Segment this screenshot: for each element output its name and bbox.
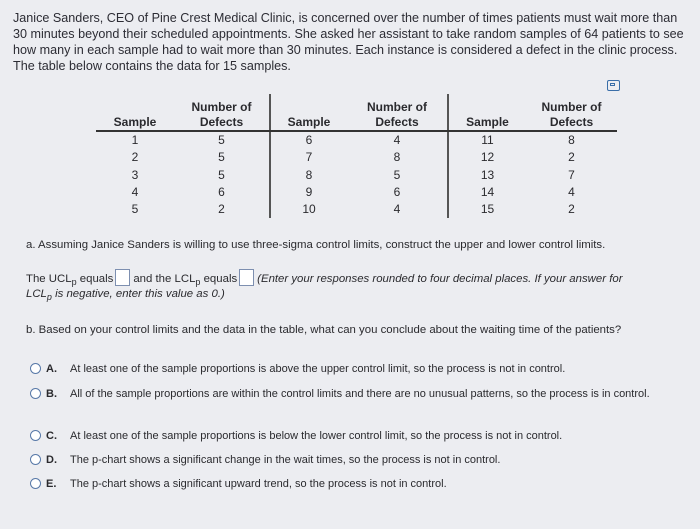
problem-line: 30 minutes beyond their scheduled appointments. She asked her assistant to take random samples of 64 patients to see (13, 27, 684, 41)
table-cell: 9 (270, 184, 347, 201)
table-cell: 2 (131, 150, 139, 165)
question-a-prompt: a. Assuming Janice Sanders is willing to use three-sigma control limits, construct the upper and lower control limits. (26, 239, 606, 251)
table-cell: 14 (448, 184, 526, 201)
table-cell: 6 (270, 131, 347, 149)
table-cell: 2 (218, 202, 225, 217)
option-text: All of the sample proportions are within the control limits and there are no unusual patterns, so the process is in control. (70, 388, 650, 400)
radio-button[interactable] (30, 363, 41, 374)
radio-button[interactable] (30, 388, 41, 399)
table-cell: 8 (270, 167, 347, 184)
table-cell: 1 (131, 133, 139, 148)
table-cell: 4 (568, 185, 575, 200)
control-limits-answer-line (26, 269, 622, 287)
table-row (96, 131, 617, 149)
lcl-answer-input[interactable] (239, 269, 254, 286)
problem-line: how many in each sample had to wait more than 30 minutes. Each instance is considered a defect in the clinic process. (13, 43, 678, 57)
radio-button[interactable] (30, 454, 41, 465)
option-letter: A. (46, 363, 57, 375)
problem-line: Janice Sanders, CEO of Pine Crest Medical Clinic, is concerned over the number of times patients must wait more than (13, 11, 678, 25)
radio-button[interactable] (30, 430, 41, 441)
copy-data-icon[interactable] (607, 80, 620, 91)
table-cell: 5 (131, 202, 139, 217)
table-cell: 7 (270, 149, 347, 166)
col-header-defects: Number of Defects (526, 94, 617, 131)
table-cell: 12 (448, 149, 526, 166)
lcl-label: and the $LCL_p$ equals (133, 273, 238, 287)
col-header-sample: Sample (448, 94, 526, 131)
problem-statement (13, 10, 699, 74)
table-cell: 4 (393, 133, 401, 148)
sample-defects-table (96, 94, 617, 218)
table-cell: 5 (218, 167, 225, 182)
col-header-sample: Sample (270, 94, 347, 131)
table-cell: 4 (393, 202, 401, 217)
ucl-answer-input[interactable] (115, 269, 130, 286)
option-letter: D. (46, 454, 57, 466)
table-cell: 6 (393, 185, 401, 200)
option-text: The p-chart shows a significant change in the wait times, so the process is not in control. (70, 454, 501, 466)
table-row (96, 149, 617, 166)
lcl-negative-hint: $LCL_p$ is negative, enter this value as 0.) (26, 288, 225, 302)
table-cell: 5 (218, 150, 225, 165)
table-cell: 13 (448, 167, 526, 184)
option-text: At least one of the sample proportions is below the lower control limit, so the process is not in control. (70, 430, 563, 442)
table-cell: 2 (568, 150, 575, 165)
table-cell: 4 (131, 185, 139, 200)
table-row (96, 167, 617, 184)
option-letter: C. (46, 430, 57, 442)
problem-line: The table below contains the data for 15 samples. (13, 59, 291, 73)
radio-button[interactable] (30, 478, 41, 489)
table-cell: 7 (568, 167, 575, 182)
table-cell: 8 (568, 133, 575, 148)
table-cell: 5 (393, 167, 401, 182)
table-cell: 3 (131, 167, 139, 182)
question-b-prompt: b. Based on your control limits and the data in the table, what can you conclude about the waiting time of the patients? (26, 324, 622, 336)
option-letter: E. (46, 478, 57, 490)
table-cell: 6 (218, 185, 225, 200)
table-row (96, 184, 617, 201)
table-cell: 10 (270, 201, 347, 218)
table-row (96, 201, 617, 218)
table-cell: 8 (393, 150, 401, 165)
option-text: At least one of the sample proportions is above the upper control limit, so the process is not in control. (70, 363, 566, 375)
col-header-sample: Sample (96, 94, 174, 131)
col-header-defects: Number of Defects (174, 94, 270, 131)
rounding-hint: (Enter your responses rounded to four decimal places. If your answer for (257, 273, 623, 285)
option-text: The p-chart shows a significant upward trend, so the process is not in control. (70, 478, 447, 490)
table-cell: 15 (448, 201, 526, 218)
table-cell: 11 (448, 131, 526, 149)
table-cell: 2 (568, 202, 575, 217)
option-letter: B. (46, 388, 57, 400)
table-header-row (96, 94, 617, 131)
table-cell: 5 (218, 133, 225, 148)
col-header-defects: Number of Defects (347, 94, 448, 131)
ucl-label: The $UCL_p$ equals (26, 273, 114, 287)
